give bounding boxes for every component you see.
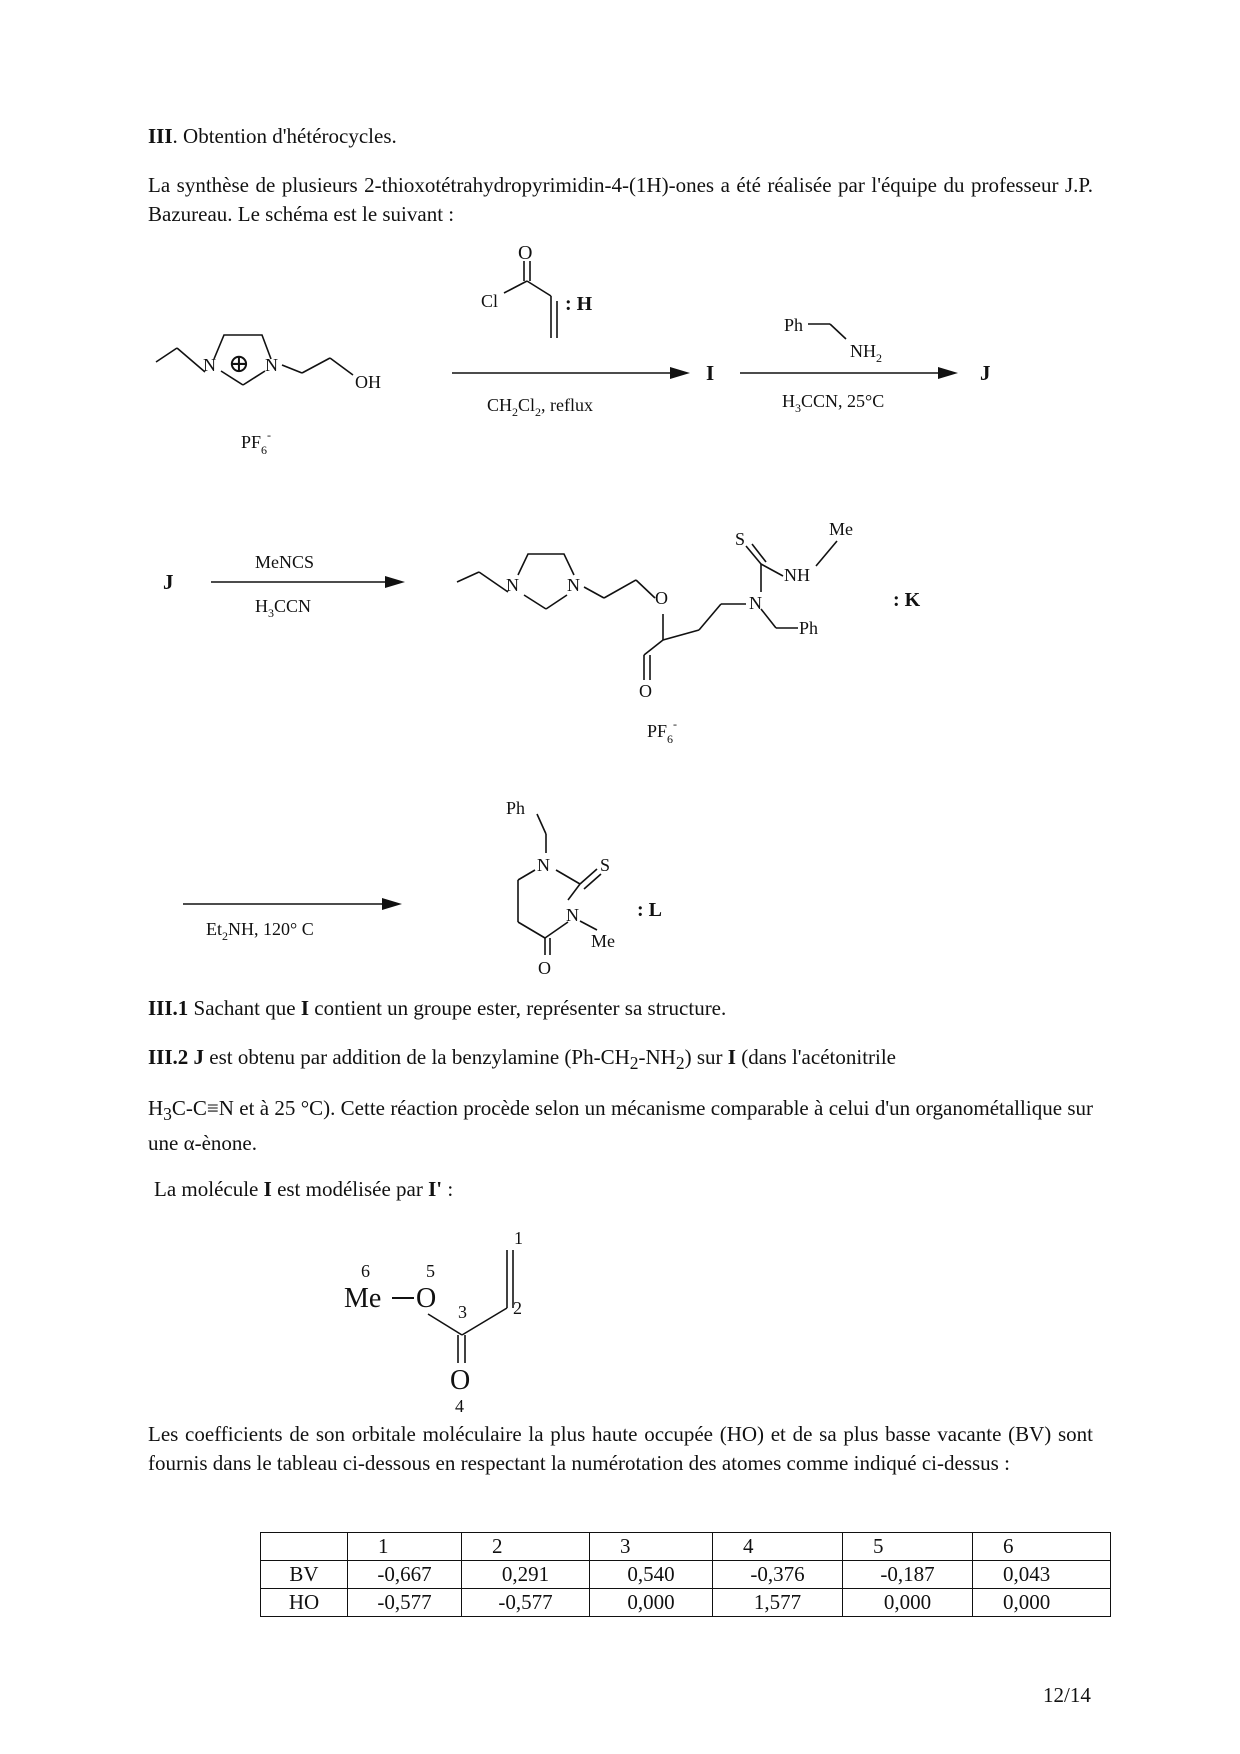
Iprime-O5: O [416,1283,437,1314]
page-number: 12/14 [1043,1683,1091,1707]
arrow-step2 [740,367,958,415]
table-cell: 0,000 [973,1589,1111,1617]
start-hydroxyl: OH [355,372,381,392]
table-cell: 4 [713,1533,843,1561]
start-N1: N [203,355,216,375]
table-cell: -0,187 [843,1561,973,1589]
model-text-c: : [442,1177,454,1201]
arrow-step3 [211,552,405,620]
step1-conditions: $CH_2Cl_2$, reflux [487,395,594,419]
reactant-J: J [163,570,174,594]
model-text-b: est modélisée par [271,1177,429,1201]
K-counterion: $PF_6^-$ [647,717,678,746]
table-cell: 0,540 [590,1561,713,1589]
table-cell: 0,000 [843,1589,973,1617]
table-cell: 2 [462,1533,590,1561]
K-sulfur: S [735,529,746,549]
K-ester-O: O [655,588,668,608]
atom-number-1: 1 [514,1228,523,1248]
atom-number-3: 3 [458,1302,467,1322]
orbital-coefficients-table [260,1532,1111,1617]
compound-K [457,519,921,746]
step2-conditions: $H_3CCN$, 25°C [782,391,885,415]
coefficients-paragraph: Les coefficients de son orbitale moléculaire la plus haute occupée (HO) et de sa plus basse vacante (BV) sont fournis dans le tableau ci-dessous en respectant la numérotation des atomes comme indiqué ci-dessus : [148,1422,1093,1475]
question-III-2-continued [148,1094,1093,1158]
q2-text-c: ) sur [684,1045,728,1069]
model-text-a: La molécule [154,1177,264,1201]
K-methyl: Me [829,519,853,539]
K-NH: NH [784,565,810,585]
table-cell: -0,577 [462,1589,590,1617]
model-bold-Iprime: I' [428,1177,443,1201]
benzylamine-nh2: $NH_2$ [850,341,882,365]
q1-text-a: Sachant que [188,996,301,1020]
q2-sub-1: 2 [629,1053,639,1074]
q2-text-b: -NH [638,1045,676,1069]
table-cell: 0,000 [590,1589,713,1617]
L-carbonyl-O: O [538,958,551,978]
K-N3: N [567,575,580,595]
table-cell: 1,577 [713,1589,843,1617]
benzylamine-ph: Ph [784,315,804,335]
step3-reagent: MeNCS [255,552,315,572]
K-label: : K [893,589,921,611]
table-cell: -0,577 [348,1589,462,1617]
atom-number-2: 2 [513,1298,522,1318]
reagent-H [481,242,593,338]
table-cell: 0,043 [973,1561,1111,1589]
product-J: J [980,361,991,385]
arrow-step4 [183,898,402,943]
question-III-1 [148,994,726,1023]
q2-line2-c: -ènone. [194,1131,257,1156]
model-bold-I: I [263,1177,272,1201]
start-plus-charge: ⊕ [228,349,250,378]
section-title: . Obtention d'hétérocycles. [172,124,397,148]
table-cell: 3 [590,1533,713,1561]
start-N3: N [265,355,278,375]
table-row [261,1561,1111,1589]
table-cell: 6 [973,1533,1111,1561]
atom-number-4: 4 [455,1396,464,1416]
H-oxygen: O [518,242,533,264]
table-header-row [261,1533,1111,1561]
L-N1: N [537,855,550,875]
q2-text-a: est obtenu par addition de la benzylamine (Ph-CH [204,1045,630,1069]
intro-paragraph: La synthèse de plusieurs 2-thioxotétrahydropyrimidin-4-(1H)-ones a été réalisée par l'équipe du professeur J.P. Bazureau. Le schéma est le suivant : [148,173,1093,226]
q2-sub-2: 2 [675,1053,685,1074]
L-methyl: Me [591,931,615,951]
q2-line2-b: C-C≡N et à 25 °C). Cette réaction procède selon un mécanisme comparable à celui d'un organométallique sur une [148,1096,1093,1156]
Iprime-O4: O [450,1365,471,1396]
product-I: I [706,361,715,385]
molecule-Iprime [344,1228,523,1416]
L-phenyl: Ph [506,798,526,818]
q2-alpha: α [183,1131,195,1156]
K-phenyl: Ph [799,618,819,638]
q1-text-b: contient un groupe ester, représenter sa structure. [309,996,727,1020]
K-amine-N: N [749,593,762,613]
q1-bold-I: I [300,996,310,1020]
table-cell: BV [261,1561,348,1589]
L-sulfur: S [600,855,611,875]
model-sentence [154,1175,453,1204]
q1-number: III.1 [148,996,189,1020]
table-cell: HO [261,1589,348,1617]
table-cell: 5 [843,1533,973,1561]
table-cell [261,1533,348,1561]
L-label: : L [637,899,662,921]
start-counterion: $PF_6^-$ [241,428,272,457]
table-cell: 0,291 [462,1561,590,1589]
q2-line2-sub: 3 [163,1104,172,1125]
K-carbonyl-O: O [639,681,652,701]
q2-bold-I: I [727,1045,736,1069]
table-cell: -0,376 [713,1561,843,1589]
benzylamine-reagent [784,315,882,365]
q2-line2-a: H [148,1096,164,1120]
q2-text-d: (dans l'acétonitrile [735,1045,897,1069]
Iprime-methyl: Me [344,1283,382,1314]
question-III-2 [148,1043,896,1078]
section-number: III [148,124,173,148]
L-N3: N [566,905,579,925]
q2-number: III.2 [148,1045,189,1069]
q2-bold-J: J [193,1045,205,1069]
table-cell: 1 [348,1533,462,1561]
table-row [261,1589,1111,1617]
K-N1: N [506,575,519,595]
starting-imidazolium [156,335,381,457]
step4-conditions: $Et_2NH$, 120° C [206,919,314,943]
H-label: : H [565,293,593,315]
atom-number-5: 5 [426,1261,435,1281]
arrow-step1 [452,367,690,419]
H-chlorine: Cl [481,291,499,311]
atom-number-6: 6 [361,1261,370,1281]
table-cell: -0,667 [348,1561,462,1589]
compound-L [506,798,662,978]
step3-solvent: $H_3CCN$ [255,596,312,620]
